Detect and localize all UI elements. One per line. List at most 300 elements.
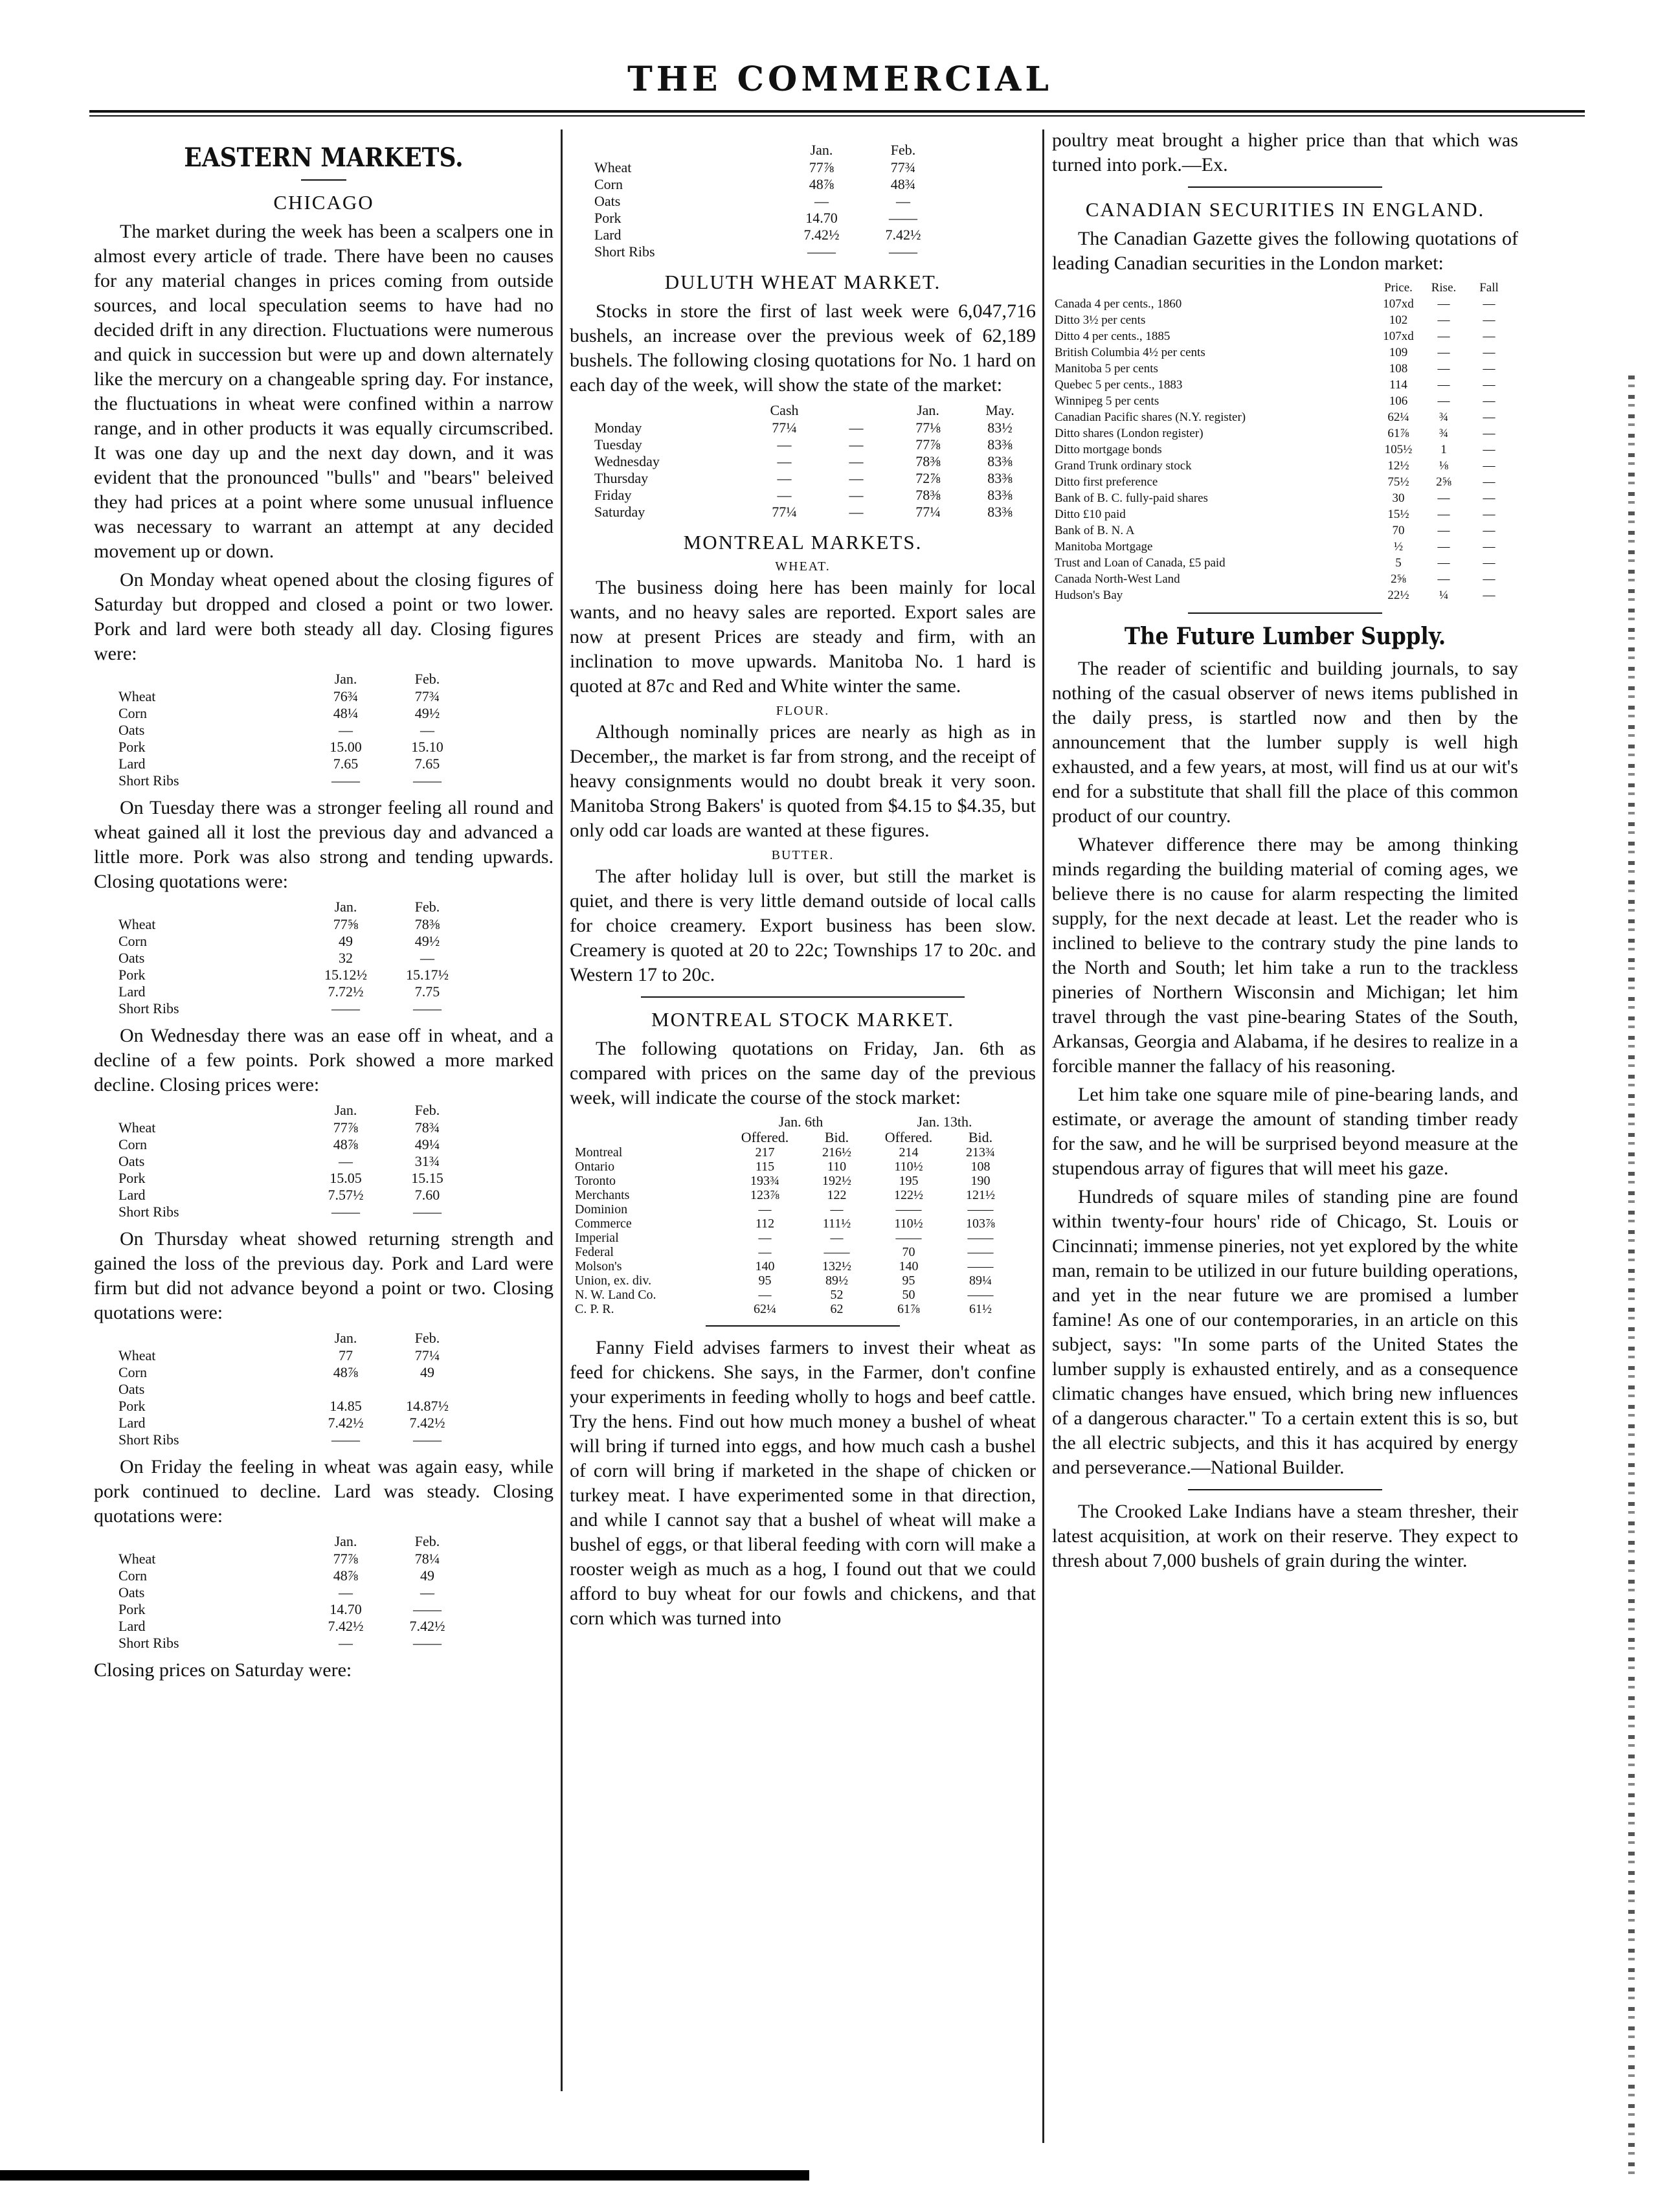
table-row: [570, 1188, 1016, 1202]
table-row: [589, 436, 1036, 453]
commodity: Oats: [118, 722, 145, 738]
cell: 22½: [1387, 589, 1409, 602]
cell: Manitoba 5 per cents: [1055, 362, 1158, 376]
cell: N. W. Land Co.: [575, 1288, 656, 1302]
table-row: [1052, 539, 1512, 555]
commodity: Short Ribs: [118, 1431, 179, 1448]
table-row: [113, 1187, 468, 1204]
stock-rows: [570, 1145, 1016, 1316]
cell: 78⅜: [915, 487, 941, 503]
cell: 108: [970, 1160, 991, 1174]
fanny-field-paragraph: Fanny Field advises farmers to invest their wheat as feed for chickens. She says, in the Farmer, don't confine your experiments in feeding wholly to hogs and beef cattle. Try the hens. Find out how much money a bushel of wheat will bring if turned into eggs, and how much cash a bushel of corn will bring if marketed in the shape of chicken or turkey meat. I have experimented some in that direction, and while I cannot say that a bushel of wheat will make a bushel of eggs, or that liberal feeding with corn will make a rooster weigh as much as a hog, I found out that we could afford to buy wheat for our fowls and chickens, and that corn which was turned into: [570, 1337, 1036, 1629]
lumber-paragraph-1: The reader of scientific and building journals, to say nothing of the casual observer of news items published in the daily press, is startled now and then by the announcement that the lumber supply is well high exhausted, and a few years, at most, will find us at our wit's end for a substitute that shall fill the place of this common product of our country.: [1052, 658, 1518, 827]
table-row: [113, 1635, 468, 1652]
cell: Union, ex. div.: [575, 1273, 652, 1288]
duluth-paragraph: Stocks in store the first of last week were 6,047,716 bushels, an increase over the previous week of 62,189 bushels. The following closing quotations for No. 1 hard on each day of the week, will show the state of the market:: [570, 300, 1036, 396]
jan-value: 48¼: [333, 705, 359, 721]
commodity: Pork: [118, 967, 146, 983]
securities-table: [1052, 280, 1512, 603]
cell: —: [777, 470, 792, 486]
table-row: [589, 453, 1036, 470]
butter-subheading: BUTTER.: [771, 848, 834, 862]
cell: Canada 4 per cents., 1860: [1055, 297, 1182, 311]
table-row: [113, 1381, 468, 1398]
table-row: [113, 1136, 468, 1153]
cell: —: [1437, 330, 1450, 343]
monday-table: [113, 670, 468, 789]
cell: —: [1483, 572, 1495, 586]
jan-value: —: [339, 1153, 353, 1169]
stock-head-bid: Bid.: [824, 1129, 849, 1145]
cell: Tuesday: [594, 436, 642, 453]
lumber-paragraph-4: Hundreds of square miles of standing pine are found within twenty-four hours' ride of Chicago, St. Louis or Cincinnati; immense pineries, not yet explored by the white man, remain to be utilized in our future building operations, and yet in the near future we are promised a lumber famine! As one of our contemporaries, in an article on this subject, says: "In some parts of the United States the lumber supply is exhausted entirely, and as a consequence climatic changes have ensued, which bring new influences of a dangerous character." To a certain extent this is so, but the all electric subjects, and this it has acquired by energy and perseverance.—National Builder.: [1052, 1186, 1518, 1478]
jan-value: 48⅞: [333, 1364, 359, 1380]
cell: Ditto first preference: [1055, 475, 1158, 489]
stock-head-bid: Bid.: [968, 1129, 993, 1145]
cell: 112: [755, 1217, 775, 1231]
cell: 83½: [987, 420, 1013, 436]
cell: ¾: [1439, 427, 1449, 440]
tuesday-paragraph: On Tuesday there was a stronger feeling all round and wheat gained all it lost the previous day and advanced a little more. Pork was also strong and tending upwards. Closing quotations were:: [94, 797, 554, 892]
duluth-heading: DULUTH WHEAT MARKET.: [664, 271, 941, 293]
feb-value: ——: [413, 1431, 442, 1448]
cell: 109: [1389, 346, 1408, 359]
cell: —: [849, 453, 864, 469]
cell: Ditto mortgage bonds: [1055, 443, 1162, 456]
table-row: [1052, 458, 1512, 474]
cell: 5: [1395, 556, 1402, 570]
cell: —: [1437, 524, 1450, 537]
cell: 123⅞: [750, 1188, 779, 1202]
cell: 140: [899, 1259, 919, 1273]
cell: —: [1483, 427, 1495, 440]
cell: —: [1437, 556, 1450, 570]
commodity: Wheat: [118, 1347, 156, 1363]
table-row: [570, 1217, 1016, 1231]
table-row: [1052, 393, 1512, 409]
stock-head-offered: Offered.: [884, 1129, 933, 1145]
cell: —: [849, 487, 864, 503]
scan-edge-artifact: [1628, 376, 1635, 2175]
table-row: [113, 1204, 468, 1220]
separator: [1188, 1489, 1382, 1490]
commodity: Pork: [118, 1601, 146, 1617]
feb-value: 7.42½: [885, 227, 921, 243]
table-row: [113, 688, 468, 705]
feb-value: 7.75: [414, 983, 440, 1000]
cell: —: [1483, 491, 1495, 505]
table-row: [570, 1302, 1016, 1316]
duluth-head-jan: Jan.: [917, 402, 939, 418]
cell: —: [1437, 378, 1450, 392]
feb-value: 14.87½: [406, 1398, 449, 1414]
cell: 62: [830, 1302, 844, 1316]
commodity: Wheat: [118, 1551, 156, 1567]
lumber-paragraph-3: Let him take one square mile of pine-bearing lands, and estimate, or average the amount of standing timber ready for the saw, and he will be surprised beyond measure at the stupendous array of figures that will meet his gaze.: [1052, 1084, 1518, 1179]
sec-head-fall: Fall: [1479, 281, 1499, 295]
montreal-wheat-paragraph: The business doing here has been mainly for local wants, and no heavy sales are reported. Export sales are now at present Prices are steady and firm, with an inclination to move upwards. Manitoba No. 1 hard is quoted at 87c and Red and White winter the same.: [570, 577, 1036, 697]
cell: —: [1483, 378, 1495, 392]
commodity: Lard: [118, 1187, 146, 1203]
cell: Merchants: [575, 1188, 630, 1202]
jan-value: 48⅞: [333, 1136, 359, 1152]
cell: 107xd: [1383, 297, 1414, 311]
cell: 107xd: [1383, 330, 1414, 343]
cell: Canadian Pacific shares (N.Y. register): [1055, 410, 1246, 424]
cell: 108: [1389, 362, 1408, 376]
cell: 132½: [822, 1259, 851, 1273]
lumber-paragraph-2: Whatever difference there may be among thinking minds regarding the building material of coming ages, we believe there is no cause for alarm respecting the limited supply, for the next decade at least. Let the reader who is inclined to believe to the contrary study the pine lands to the North and South; let him take a run to the trackless pineries of Northern Wisconsin and Michigan; let him travel through the vast pine-bearing States of the South, Arkansas, Georgia and Alabama, if he desires to realize in a forcible manner the fallacy of his reasoning.: [1052, 834, 1518, 1077]
table-row: [1052, 361, 1512, 377]
cell: —: [1483, 346, 1495, 359]
thursday-table: [113, 1329, 468, 1448]
jan-value: —: [339, 1584, 353, 1600]
jan-value: 77⅞: [333, 1551, 359, 1567]
table-row: [570, 1273, 1016, 1288]
saturday-table: [589, 141, 944, 260]
cell: —: [1483, 589, 1495, 602]
friday-table: [113, 1532, 468, 1652]
table-row: [589, 420, 1036, 436]
jan-value: 7.42½: [328, 1415, 364, 1431]
table-row: [570, 1160, 1016, 1174]
cell: —: [1483, 394, 1495, 408]
cell: —: [849, 436, 864, 453]
feb-value: —: [420, 1584, 434, 1600]
title-rule: [301, 179, 346, 181]
cell: 95: [902, 1273, 915, 1288]
feb-value: ——: [889, 210, 917, 226]
commodity: Corn: [118, 1567, 147, 1584]
feb-value: [386, 1381, 468, 1398]
securities-rows: [1052, 296, 1512, 603]
cell: 61½: [969, 1302, 992, 1316]
cell: 70: [1392, 524, 1405, 537]
jan-value: ——: [331, 1000, 360, 1016]
column-2: [570, 128, 1036, 1635]
duluth-table: [589, 401, 1036, 521]
cell: 15½: [1387, 508, 1409, 521]
jan-value: 77: [339, 1347, 353, 1363]
table-row: [1052, 409, 1512, 425]
cell: 122½: [894, 1188, 923, 1202]
table-row: [113, 1601, 468, 1618]
head-jan: Jan.: [334, 671, 357, 687]
cell: —: [758, 1245, 772, 1259]
cell: Friday: [594, 487, 632, 503]
cell: —: [830, 1231, 844, 1245]
cell: —: [849, 504, 864, 520]
cell: 50: [902, 1288, 915, 1302]
table-row: [589, 487, 1036, 504]
jan-value: 7.42½: [328, 1618, 364, 1634]
table-row: [1052, 474, 1512, 490]
feb-value: 7.60: [414, 1187, 440, 1203]
cell: Quebec 5 per cents., 1883: [1055, 378, 1183, 392]
cell: —: [777, 453, 792, 469]
cell: Manitoba Mortgage: [1055, 540, 1153, 554]
jan-value: 7.42½: [803, 227, 840, 243]
jan-value: ——: [331, 772, 360, 789]
sec-head-rise: Rise.: [1431, 281, 1457, 295]
cell: —: [758, 1231, 772, 1245]
crooked-lake-paragraph: The Crooked Lake Indians have a steam thresher, their latest acquisition, at work on their reserve. They expect to thresh about 7,000 bushels of grain during the winter.: [1052, 1501, 1518, 1571]
jan-value: 15.12½: [324, 967, 367, 983]
jan-value: 15.05: [330, 1170, 362, 1186]
column-1: [94, 128, 554, 1687]
table-row: [1052, 555, 1512, 571]
feb-value: 7.65: [414, 756, 440, 772]
cell: —: [1483, 540, 1495, 554]
table-row: [113, 739, 468, 756]
jan-value: 48⅞: [809, 176, 834, 192]
cell: ——: [967, 1202, 994, 1217]
feb-value: 78¾: [414, 1119, 440, 1136]
table-row: [570, 1145, 1016, 1160]
commodity: Wheat: [118, 916, 156, 932]
jan-value: ——: [807, 243, 836, 260]
separator: [1188, 186, 1382, 188]
cell: C. P. R.: [575, 1302, 614, 1316]
head-feb: Feb.: [414, 899, 440, 915]
head-jan: Jan.: [334, 1330, 357, 1346]
table-row: [570, 1231, 1016, 1245]
commodity: Short Ribs: [118, 1204, 179, 1220]
table-row: [589, 210, 944, 227]
securities-heading: CANADIAN SECURITIES IN ENGLAND.: [1085, 198, 1485, 221]
table-row: [113, 1170, 468, 1187]
cell: 83⅜: [987, 436, 1013, 453]
table-row: [1052, 296, 1512, 312]
separator: [641, 996, 965, 998]
top-rule: [89, 110, 1585, 113]
cell: Wednesday: [594, 453, 660, 469]
cell: 77⅛: [915, 420, 941, 436]
head-jan: Jan.: [810, 142, 833, 158]
cell: ¼: [1439, 589, 1449, 602]
cell: —: [1483, 330, 1495, 343]
table-row: [113, 1567, 468, 1584]
cell: 2⅝: [1391, 572, 1406, 586]
cell: —: [758, 1288, 772, 1302]
cell: 2⅝: [1436, 475, 1451, 489]
cell: Imperial: [575, 1231, 619, 1245]
table-row: [589, 159, 944, 176]
cell: —: [1437, 394, 1450, 408]
cell: 110½: [894, 1160, 923, 1174]
cell: 62¼: [1387, 410, 1409, 424]
table-row: [1052, 312, 1512, 328]
cell: ——: [823, 1245, 850, 1259]
cell: 77⅞: [915, 436, 941, 453]
table-row: [113, 1364, 468, 1381]
cell: 1: [1440, 443, 1447, 456]
jan-value: ——: [331, 1431, 360, 1448]
cell: 89½: [825, 1273, 848, 1288]
cell: —: [1483, 459, 1495, 473]
table-row: [1052, 587, 1512, 603]
montreal-flour-paragraph: Although nominally prices are nearly as high as in December,, the market is far from strong, and the receipt of heavy consignments would no doubt break it very soon. Manitoba Strong Bakers' is quoted from $4.15 to $4.35, but only odd car loads are wanted at these figures.: [570, 721, 1036, 841]
cell: —: [1483, 443, 1495, 456]
table-row: [570, 1288, 1016, 1302]
table-row: [1052, 490, 1512, 506]
feb-value: 7.42½: [409, 1618, 445, 1634]
feb-value: 15.10: [411, 739, 443, 755]
feb-value: 49¼: [414, 1136, 440, 1152]
cell: 61⅞: [1387, 427, 1409, 440]
table-row: [1052, 571, 1512, 587]
cell: —: [1483, 297, 1495, 311]
stock-head-jan6: Jan. 6th: [778, 1114, 823, 1130]
commodity: Wheat: [594, 159, 632, 175]
table-row: [1052, 344, 1512, 361]
cell: —: [1437, 297, 1450, 311]
continued-paragraph: poultry meat brought a higher price than that which was turned into pork.—Ex.: [1052, 129, 1518, 175]
cell: 30: [1392, 491, 1405, 505]
cell: —: [1483, 362, 1495, 376]
table-row: [570, 1202, 1016, 1217]
cell: —: [1483, 556, 1495, 570]
cell: 72⅞: [915, 470, 941, 486]
table-row: [113, 967, 468, 983]
cell: —: [1483, 313, 1495, 327]
table-row: [589, 504, 1036, 521]
column-rule-1: [561, 129, 563, 2091]
cell: Toronto: [575, 1174, 616, 1188]
table-row: [570, 1174, 1016, 1188]
cell: 193¾: [750, 1174, 779, 1188]
duluth-rows: [589, 420, 1036, 521]
commodity: Lard: [118, 983, 146, 1000]
feb-value: 7.42½: [409, 1415, 445, 1431]
cell: Ditto shares (London register): [1055, 427, 1204, 440]
cell: —: [1437, 346, 1450, 359]
cell: Bank of B. N. A: [1055, 524, 1135, 537]
flour-subheading: FLOUR.: [776, 704, 830, 718]
cell: Winnipeg 5 per cents: [1055, 394, 1159, 408]
cell: 95: [758, 1273, 772, 1288]
table-row: [113, 1551, 468, 1567]
commodity: Corn: [594, 176, 623, 192]
table-row: [113, 705, 468, 722]
cell: —: [777, 487, 792, 503]
feb-value: 77¾: [890, 159, 916, 175]
table-row: [113, 933, 468, 950]
feb-value: —: [896, 193, 910, 209]
cell: Ditto £10 paid: [1055, 508, 1126, 521]
feb-value: 15.17½: [406, 967, 449, 983]
cell: ½: [1393, 540, 1404, 554]
jan-value: ——: [331, 1204, 360, 1220]
head-jan: Jan.: [334, 1533, 357, 1549]
cell: 103⅞: [966, 1217, 995, 1231]
feb-value: ——: [413, 1000, 442, 1016]
duluth-head-may: May.: [985, 402, 1014, 418]
feb-value: ——: [413, 772, 442, 789]
commodity: Lard: [594, 227, 622, 243]
jan-value: 32: [339, 950, 353, 966]
cell: —: [1483, 524, 1495, 537]
cell: —: [1437, 491, 1450, 505]
cell: ——: [967, 1288, 994, 1302]
securities-paragraph: The Canadian Gazette gives the following quotations of leading Canadian securities in the London market:: [1052, 228, 1518, 274]
table-row: [113, 722, 468, 739]
jan-value: [305, 1381, 386, 1398]
cell: Monday: [594, 420, 642, 436]
feb-value: 49½: [414, 933, 440, 949]
table-row: [589, 227, 944, 243]
table-row: [589, 193, 944, 210]
stock-table: [570, 1114, 1016, 1316]
cell: 122: [827, 1188, 847, 1202]
cell: Hudson's Bay: [1055, 589, 1123, 602]
table-row: [113, 950, 468, 967]
cell: —: [1483, 508, 1495, 521]
cell: Ditto 4 per cents., 1885: [1055, 330, 1170, 343]
cell: Dominion: [575, 1202, 628, 1217]
jan-value: 14.70: [330, 1601, 362, 1617]
jan-value: 77⅞: [809, 159, 834, 175]
top-rule-thin: [89, 115, 1585, 117]
saturday-paragraph: Closing prices on Saturday were:: [94, 1659, 352, 1681]
feb-value: —: [420, 950, 434, 966]
chicago-intro: The market during the week has been a scalpers one in almost every article of trade. There have been no causes for any material changes in prices coming from outside sources, and local speculation seems to have had no decided drift in any direction. Fluctuations were numerous and quick in succession but were up and down alternately like the mercury on a changeable spring day. For instance, the fluctuations in wheat were confined within a narrow range, and in other products it was equally circumscribed. It was one day up and the next day down, and it was evident that the pronounced "bulls" and "bears" beleived they had prices at a point where some unusual influence was necessary to warrant an attempt at any decided movement up or down.: [94, 221, 554, 562]
cell: 89¼: [969, 1273, 992, 1288]
monday-paragraph: On Monday wheat opened about the closing figures of Saturday but dropped and closed a point or two lower. Pork and lard were both steady all day. Closing figures were:: [94, 569, 554, 664]
cell: 195: [899, 1174, 919, 1188]
head-feb: Feb.: [414, 671, 440, 687]
cell: 83⅜: [987, 504, 1013, 520]
cell: ——: [895, 1202, 922, 1217]
cell: —: [758, 1202, 772, 1217]
commodity: Short Ribs: [594, 243, 655, 260]
cell: 83⅜: [987, 453, 1013, 469]
cell: ——: [967, 1259, 994, 1273]
table-row: [113, 1398, 468, 1415]
commodity: Lard: [118, 1618, 146, 1634]
tuesday-table: [113, 898, 468, 1017]
column-rule-2: [1042, 129, 1044, 2143]
cell: 62¼: [754, 1302, 776, 1316]
montreal-markets-heading: MONTREAL MARKETS.: [683, 531, 923, 554]
cell: Thursday: [594, 470, 649, 486]
cell: British Columbia 4½ per cents: [1055, 346, 1205, 359]
cell: 110: [827, 1160, 847, 1174]
cell: —: [1437, 313, 1450, 327]
cell: 12½: [1387, 459, 1409, 473]
cell: 213¾: [966, 1145, 995, 1160]
cell: Montreal: [575, 1145, 623, 1160]
cell: Ontario: [575, 1160, 615, 1174]
jan-value: —: [339, 722, 353, 738]
masthead: THE COMMERCIAL: [627, 60, 1053, 99]
commodity: Oats: [594, 193, 621, 209]
cell: —: [1437, 572, 1450, 586]
commodity: Oats: [118, 1584, 145, 1600]
commodity: Corn: [118, 1136, 147, 1152]
cell: 77¼: [772, 504, 797, 520]
head-feb: Feb.: [414, 1533, 440, 1549]
jan-value: 14.70: [805, 210, 838, 226]
table-row: [113, 1431, 468, 1448]
cell: Canada North-West Land: [1055, 572, 1180, 586]
commodity: Lard: [118, 756, 146, 772]
jan-value: 77⅞: [333, 1119, 359, 1136]
feb-value: 15.15: [411, 1170, 443, 1186]
feb-value: ——: [413, 1204, 442, 1220]
cell: 106: [1389, 394, 1408, 408]
jan-value: 77⅝: [333, 916, 359, 932]
